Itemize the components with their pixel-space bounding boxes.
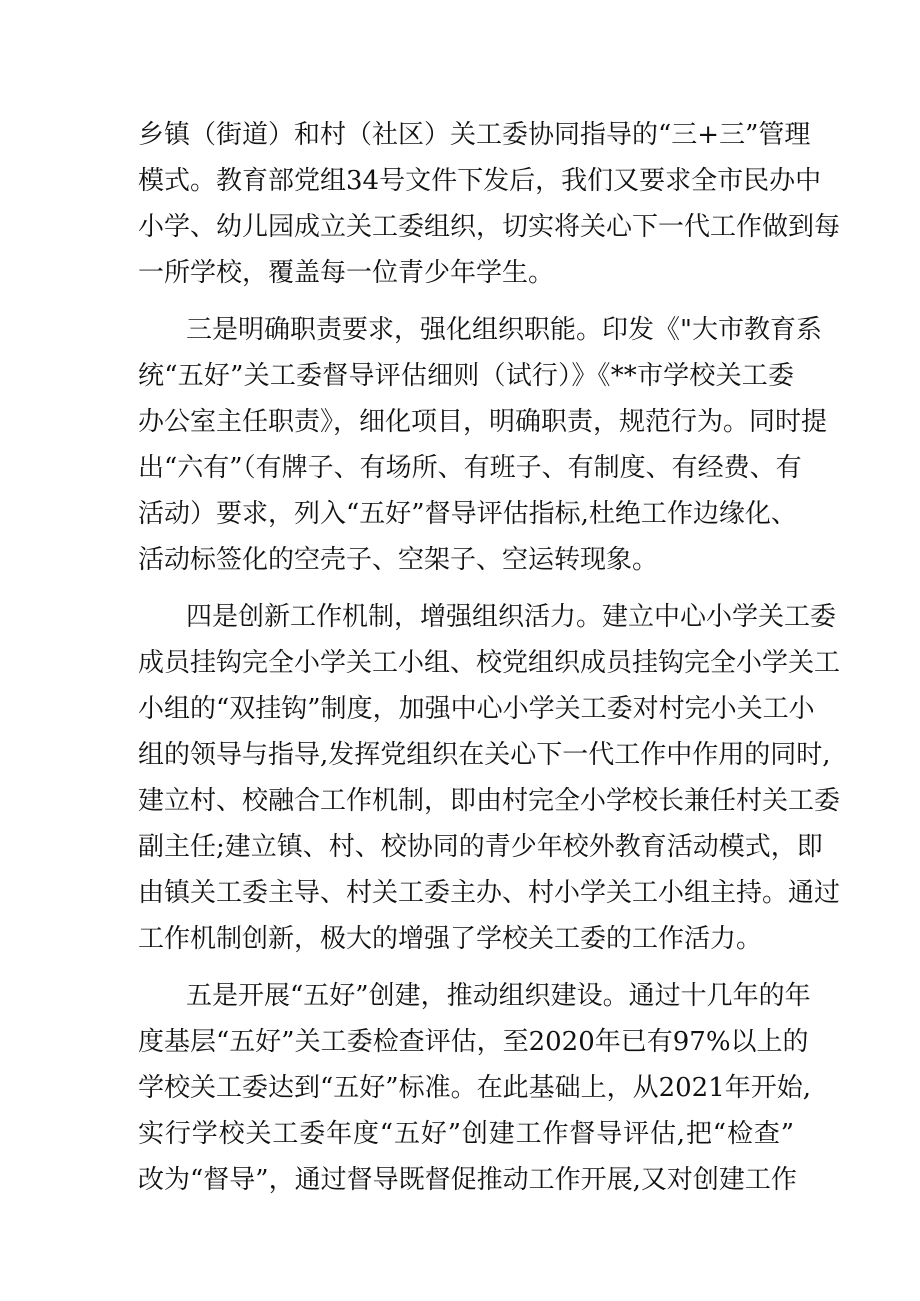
paragraph-2-line-3: 办公室主任职责》，细化项目，明确职责，规范行为。同时提	[138, 407, 828, 437]
paragraph-3-line-4: 组的领导与指导,发挥党组织在关心下一代工作中作用的同时,	[138, 740, 831, 770]
paragraph-4-line-2: 度基层“五好”关工委检查评估，至2020年已有97%以上的	[138, 1027, 809, 1057]
paragraph-4-line-1: 五是开展“五好”创建，推动组织建设。通过十几年的年	[186, 981, 811, 1011]
paragraph-3-line-8: 工作机制创新，极大的增强了学校关工委的工作活力。	[138, 924, 763, 954]
paragraph-3-line-3: 小组的“双挂钩”制度，加强中心小学关工委对村完小关工小	[138, 694, 815, 724]
paragraph-1-line-3: 小学、幼儿园成立关工委组织，切实将关心下一代工作做到每	[138, 212, 841, 242]
paragraph-2-line-2: 统“五好”关工委督导评估细则（试行）》《**市学校关工委	[138, 361, 794, 391]
paragraph-1-line-4: 一所学校，覆盖每一位青少年学生。	[138, 258, 555, 288]
paragraph-4-line-5: 改为“督导”，通过督导既督促推动工作开展,又对创建工作	[138, 1165, 797, 1195]
paragraph-3-line-2: 成员挂钩完全小学关工小组、校党组织成员挂钩完全小学关工	[138, 648, 841, 678]
paragraph-3-line-1: 四是创新工作机制，增强组织活力。建立中心小学关工委	[186, 602, 837, 632]
paragraph-1-line-2: 模式。教育部党组34号文件下发后，我们又要求全市民办中	[138, 166, 822, 196]
paragraph-2-line-1: 三是明确职责要求，强化组织职能。印发《"大市教育系	[186, 315, 822, 345]
paragraph-4-line-4: 实行学校关工委年度“五好”创建工作督导评估,把“检查”	[138, 1119, 794, 1149]
paragraph-2-line-5: 活动）要求，列入“五好”督导评估指标,杜绝工作边缘化、	[138, 499, 797, 529]
paragraph-3-line-5: 建立村、校融合工作机制，即由村完全小学校长兼任村关工委	[138, 786, 841, 816]
paragraph-2-line-4: 出“六有”（有牌子、有场所、有班子、有制度、有经费、有	[138, 453, 802, 483]
paragraph-3-line-7: 由镇关工委主导、村关工委主办、村小学关工小组主持。通过	[138, 878, 841, 908]
paragraph-1-line-1: 乡镇（街道）和村（社区）关工委协同指导的“三+三”管理	[138, 120, 811, 150]
paragraph-2-line-6: 活动标签化的空壳子、空架子、空运转现象。	[138, 545, 659, 575]
paragraph-3-line-6: 副主任;建立镇、村、校协同的青少年校外教育活动模式，即	[138, 832, 823, 862]
paragraph-4-line-3: 学校关工委达到“五好”标准。在此基础上，从2021年开始,	[138, 1073, 812, 1103]
